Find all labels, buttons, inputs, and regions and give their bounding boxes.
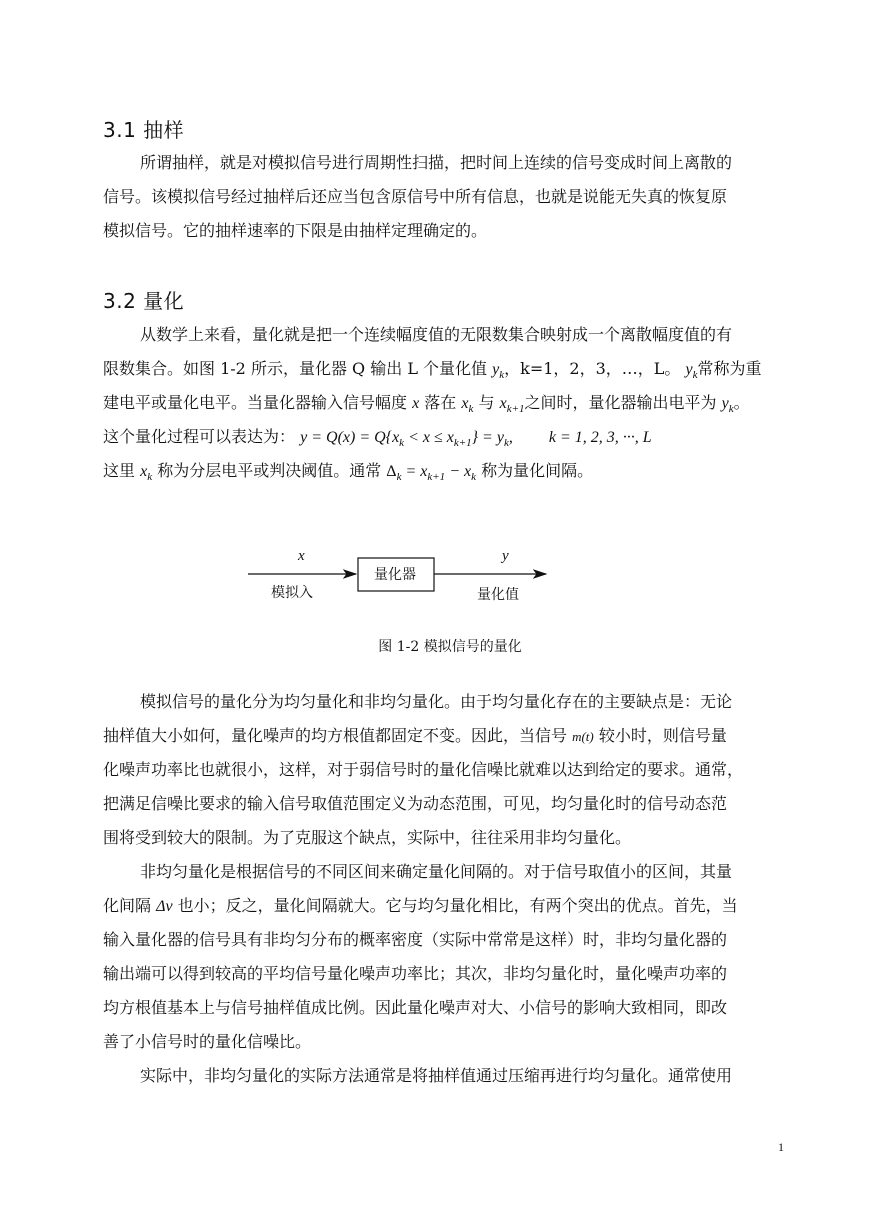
text-line: 这里 $x_k$ 称为分层电平或判决阈值。通常 $\Delta_k = x_{k+1} - x_k$ 称为量化间隔。	[103, 461, 594, 484]
text-line: 所谓抽样，就是对模拟信号进行周期性扫描，把时间上连续的信号变成时间上离散的	[140, 153, 733, 172]
text-line: 善了小信号时的量化信噪比。	[103, 1032, 312, 1051]
input-label: 模拟入	[271, 585, 313, 601]
text-line: 抽样值大小如何，量化噪声的均方根值都固定不变。因此，当信号 m(t) 较小时，则信号量	[103, 726, 727, 745]
text-line: 建电平或量化电平。当量化器输入信号幅度 x 落在 $x_k$ 与 $x_{k+1}$之间时，量化器输出电平为 $y_k$。	[103, 393, 750, 416]
text-line: 信号。该模拟信号经过抽样后还应当包含原信号中所有信息，也就是说能无失真的恢复原	[103, 187, 728, 206]
section-heading-3-2: 3.2 量化	[103, 289, 185, 313]
text-line: 模拟信号。它的抽样速率的下限是由抽样定理确定的。	[103, 221, 488, 240]
paragraph-quantization	[103, 318, 793, 488]
quantizer-label: 量化器	[374, 567, 416, 583]
text-line: 把满足信噪比要求的输入信号取值范围定义为动态范围，可见，均匀量化时的信号动态范	[103, 794, 728, 813]
output-variable: y	[502, 548, 509, 564]
figure-caption: 图 1-2 模拟信号的量化	[378, 639, 522, 655]
text-line: 均方根值基本上与信号抽样值成比例。因此量化噪声对大、小信号的影响大致相同，即改	[103, 998, 728, 1017]
index-range-formula: k = 1, 2, 3, ···, L	[548, 429, 652, 446]
section-heading-3-1: 3.1 抽样	[103, 118, 185, 142]
text-line: 输入量化器的信号具有非均匀分布的概率密度（实际中常常是这样）时，非均匀量化器的	[103, 930, 728, 949]
text-line: 从数学上来看，量化就是把一个连续幅度值的无限数集合映射成一个离散幅度值的有	[140, 325, 733, 344]
text-line: 实际中，非均匀量化的实际方法通常是将抽样值通过压缩再进行均匀量化。通常使用	[140, 1066, 733, 1085]
text-line-formula: 这个量化过程可以表达为： $y = Q(x) = Q\{x_k < x \le x_{k+1}\} = y_k$, k = 1, 2, 3, ···, L	[103, 427, 652, 450]
text-line: 限数集合。如图 1-2 所示，量化器 Q 输出 L 个量化值 $y_k$，k=1，2，3，…，L。 $y_k$常称为重	[103, 359, 762, 382]
paragraph-sampling	[103, 146, 793, 248]
text-line: 化间隔 Δv 也小；反之，量化间隔就大。它与均匀量化相比，有两个突出的优点。首先，当	[103, 896, 738, 915]
text-line: 模拟信号的量化分为均匀量化和非均匀量化。由于均匀量化存在的主要缺点是：无论	[140, 692, 733, 711]
paragraph-body	[103, 685, 793, 1093]
text-line: 输出端可以得到较高的平均信号量化噪声功率比；其次，非均匀量化时，量化噪声功率的	[103, 964, 728, 983]
text-line: 化噪声功率比也就很小，这样，对于弱信号时的量化信噪比就难以达到给定的要求。通常，	[103, 760, 744, 779]
quantization-formula: $y = Q(x) = Q\{x_k < x \le x_{k+1}\} = y_k$,	[300, 429, 513, 450]
output-label: 量化值	[477, 587, 519, 603]
input-variable: x	[298, 548, 305, 564]
page-number: 1	[778, 1140, 784, 1154]
text-line: 围将受到较大的限制。为了克服这个缺点，实际中，往往采用非均匀量化。	[103, 828, 632, 847]
text-line: 非均匀量化是根据信号的不同区间来确定量化间隔的。对于信号取值小的区间，其量	[140, 862, 733, 881]
